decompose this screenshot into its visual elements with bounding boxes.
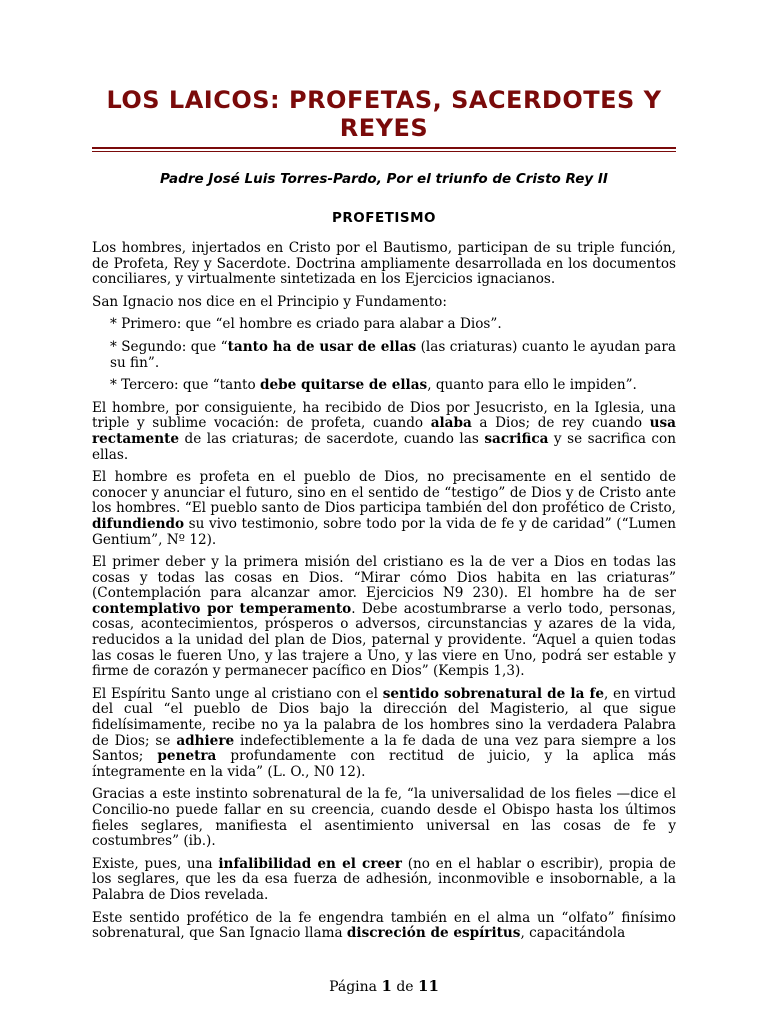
paragraph [92,470,676,548]
text-run: El primer deber y la primera misión del cristiano es la de ver a Dios en todas las cosas y todas las cosas en Dios. “Mirar cómo Dios habita en las criaturas” (Contemplación para alcanzar amor. Ejercicios N9 230). El hombre ha de ser [92,554,676,602]
title-rule-thin [92,151,676,152]
bold-text: alaba [430,415,472,432]
paragraph [110,340,676,371]
paragraph [92,787,676,849]
text-run: de las criaturas; de sacerdote, cuando las [179,430,485,447]
text-run: * Primero: que “el hombre es criado para alabar a Dios”. [110,316,502,333]
author-line: Padre José Luis Torres-Pardo, Por el triunfo de Cristo Rey II [160,171,608,187]
text-run: su vivo testimonio, sobre todo por la vida de fe y de caridad” (“Lumen Gentium”, Nº 12). [92,515,676,548]
paragraph [92,295,676,311]
bold-text: difundiendo [92,515,185,532]
text-run: indefectiblemente a la fe dada de una vez para siempre a los Santos; [92,732,677,765]
document-body [92,241,676,949]
paragraph [92,401,676,463]
text-run: * Segundo: que “ [110,338,228,355]
bold-text: sentido sobrenatural de la fe [382,685,604,702]
text-run: Este sentido profético de la fe engendra también en el alma un “olfato” finísimo sobrenatural, que San Ignacio llama [92,909,676,942]
text-run: Gracias a este instinto sobrenatural de la fe, “la universalidad de los fieles —dice el Concilio-no puede fallar en su creencia, cuando desde el Obispo hasta los últimos fieles seglares, manifiesta el asentimiento universal en las cosas de fe y costumbres” (ib.). [92,786,676,850]
section-heading: PROFETISMO [331,210,437,226]
paragraph [110,317,676,333]
text-run: (las criaturas) cuanto le ayudan para su fin”. [110,338,676,371]
bold-text: adhiere [176,732,235,749]
text-run: , capacitándola [520,925,626,942]
text-run: a Dios; de rey cuando [471,415,650,432]
bold-text: sacrifica [484,430,549,447]
bold-text: discreción de espíritus [346,925,521,942]
paragraph [92,241,676,288]
text-run: y se sacrifica con ellas. [92,430,676,463]
bold-text: tanto ha de usar de ellas [227,338,417,355]
text-run: El hombre, por consiguiente, ha recibido de Dios por Jesucristo, en la Iglesia, una triple y sublime vocación: de profeta, cuando [92,399,676,432]
total-pages-number: 11 [418,977,439,995]
paragraph [92,555,676,680]
paragraph [92,687,676,781]
text-run: Los hombres, injertados en Cristo por el Bautismo, participan de su triple función, de Profeta, Rey y Sacerdote. Doctrina ampliamente desarrollada en los documentos conciliares, y virtualmente sintetizada en los Ejercicios ignacianos. [92,240,676,288]
footer-middle: de [391,979,419,995]
text-run: . Debe acostumbrarse a verlo todo, personas, cosas, acontecimientos, prósperos o adversos, circunstancias y azares de la vida, reducidos a la unidad del plan de Dios, paternal y providente. “Aquel a quien todas las cosas le fueren Uno, y las trajere a Uno, y las viere en Uno, podrá ser estable y firme de corazón y permanecer pacífico en Dios” (Kempis 1,3). [92,600,676,680]
text-run: San Ignacio nos dice en el Principio y Fundamento: [92,293,447,310]
text-run: El hombre es profeta en el pueblo de Dios, no precisamente en el sentido de conocer y anunciar el futuro, sino en el sentido de “testigo” de Dios y de Cristo ante los hombres. “El pueblo santo de Dios participa también del don profético de Cristo, [92,469,676,517]
document-title: LOS LAICOS: PROFETAS, SACERDOTES Y REYES [106,86,662,142]
bold-text: penetra [157,748,217,765]
bold-text: debe quitarse de ellas [259,377,428,394]
text-run: Existe, pues, una [92,855,219,872]
bold-text: contemplativo por temperamento [92,600,352,617]
bold-text: infalibilidad en el creer [218,855,402,872]
paragraph [110,378,676,394]
text-run: * Tercero: que “tanto [110,377,260,394]
text-run: El Espíritu Santo unge al cristiano con el [92,685,383,702]
paragraph [92,857,676,904]
paragraph [92,911,676,942]
bold-text: usa rectamente [92,415,676,447]
text-run: profundamente con rectitud de juicio, y la aplica más íntegramente en la vida” (L. O., N0 12). [92,748,676,780]
title-rule-thick [92,147,676,149]
text-run: , en virtud del cual “el pueblo de Dios bajo la dirección del Magisterio, al que sigue fidelísimamente, recibe no ya la palabra de los hombres sino la verdadera Palabra de Dios; se [92,685,676,749]
current-page-number: 1 [381,977,392,995]
text-run: , quanto para ello le impiden”. [427,377,637,394]
text-run: (no en el hablar o escribir), propia de los seglares, que les da esa fuerza de adhesión, inconmovible e insobornable, a la Palabra de Dios revelada. [92,855,676,903]
footer-prefix: Página [329,979,382,995]
page-footer [0,977,768,995]
